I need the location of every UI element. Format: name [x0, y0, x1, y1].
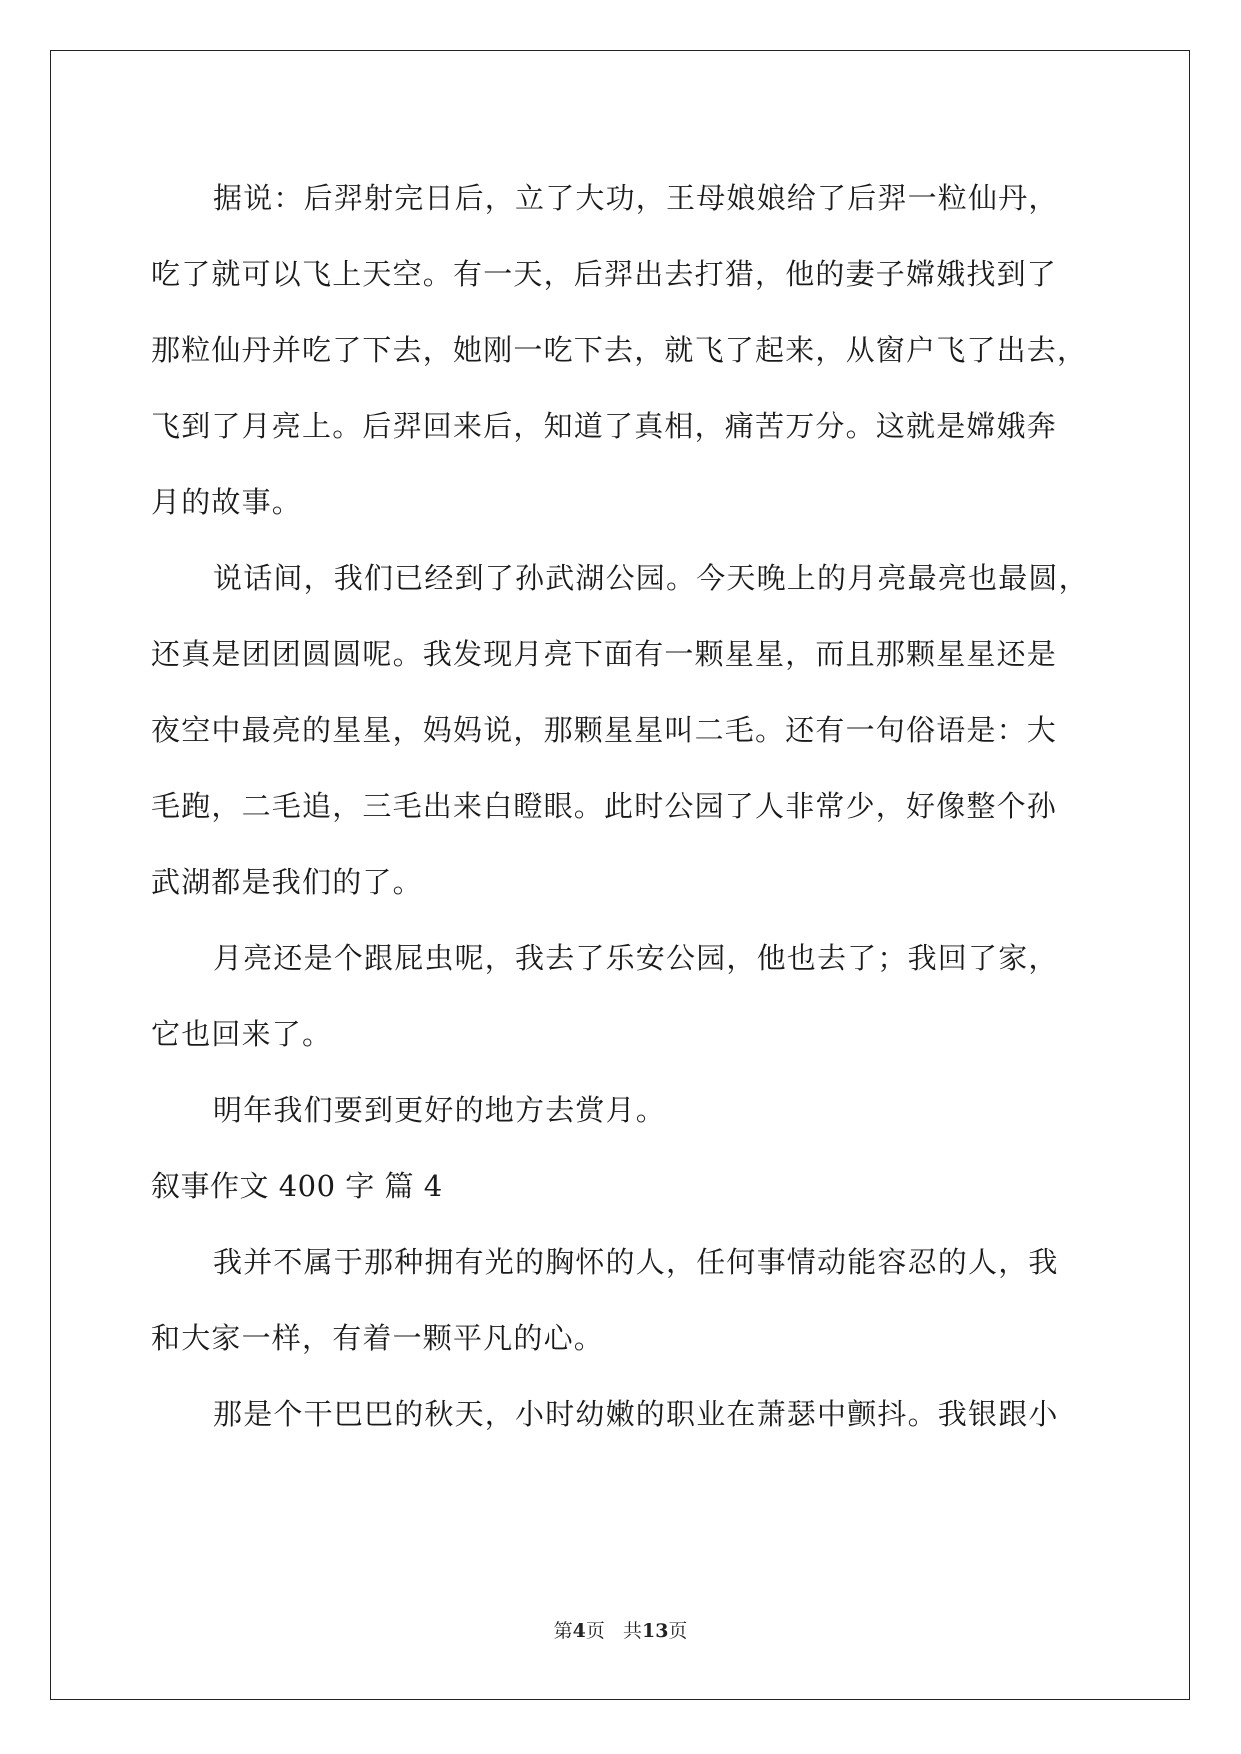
- paragraph-line: 月亮还是个跟屁虫呢，我去了乐安公园，他也去了；我回了家，: [213, 941, 1059, 975]
- paragraph-line: 那是个干巴巴的秋天，小时幼嫩的职业在萧瑟中颤抖。我银跟小: [213, 1397, 1059, 1431]
- current-page-number: 4: [572, 1620, 586, 1642]
- footer-page-suffix: 页: [585, 1620, 605, 1642]
- paragraph-line: 明年我们要到更好的地方去赏月。: [213, 1093, 667, 1127]
- paragraph-line: 毛跑，二毛追，三毛出来白瞪眼。此时公园了人非常少，好像整个孙: [151, 789, 1058, 823]
- footer-prefix: 第: [553, 1620, 573, 1642]
- paragraph-line: 我并不属于那种拥有光的胸怀的人，任何事情动能容忍的人，我: [213, 1245, 1059, 1279]
- footer-total-suffix: 页: [668, 1620, 688, 1642]
- document-body: [151, 160, 1096, 1452]
- paragraph-line: 和大家一样，有着一颗平凡的心。: [151, 1321, 605, 1355]
- total-pages-number: 13: [641, 1620, 669, 1642]
- paragraph-line: 还真是团团圆圆呢。我发现月亮下面有一颗星星，而且那颗星星还是: [151, 637, 1058, 671]
- paragraph-line: 那粒仙丹并吃了下去，她刚一吃下去，就飞了起来，从窗户飞了出去，: [151, 333, 1088, 367]
- paragraph-line: 武湖都是我们的了。: [151, 865, 423, 899]
- paragraph-line: 据说：后羿射完日后，立了大功，王母娘娘给了后羿一粒仙丹，: [213, 181, 1059, 215]
- paragraph-line: 飞到了月亮上。后羿回来后，知道了真相，痛苦万分。这就是嫦娥奔: [151, 409, 1058, 443]
- paragraph-line: 月的故事。: [151, 485, 303, 519]
- paragraph-line: 说话间，我们已经到了孙武湖公园。今天晚上的月亮最亮也最圆，: [213, 561, 1089, 595]
- footer-total-prefix: 共: [622, 1620, 642, 1642]
- paragraph-line: 吃了就可以飞上天空。有一天，后羿出去打猎，他的妻子嫦娥找到了: [151, 257, 1058, 291]
- page-footer: [0, 1616, 1241, 1643]
- paragraph-line: 夜空中最亮的星星，妈妈说，那颗星星叫二毛。还有一句俗语是：大: [151, 713, 1058, 747]
- paragraph-line: 它也回来了。: [151, 1017, 333, 1051]
- section-heading: 叙事作文 400 字 篇 4: [151, 1169, 443, 1203]
